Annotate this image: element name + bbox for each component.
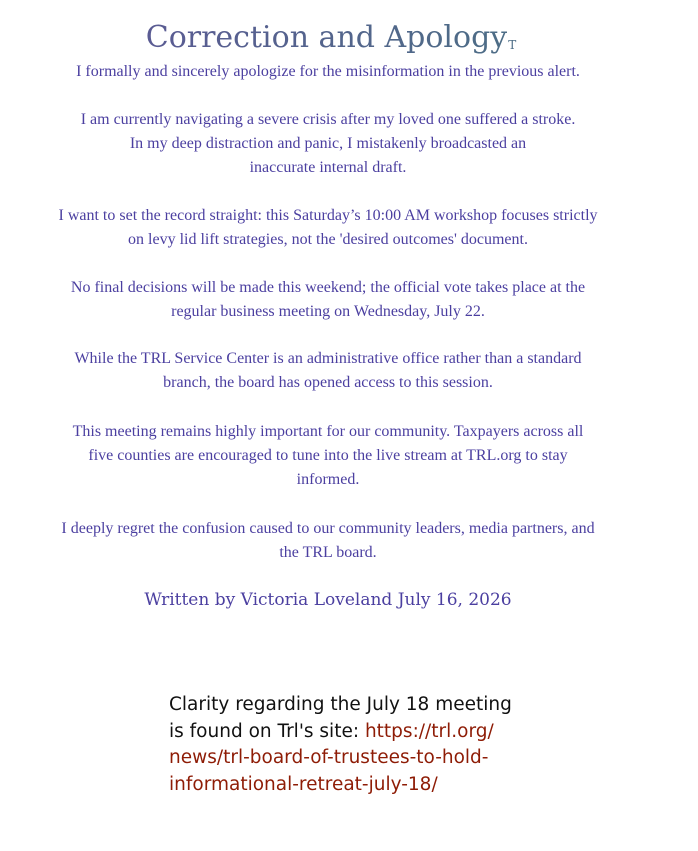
- title-mark: T: [508, 38, 517, 52]
- paragraph-line: I deeply regret the confusion caused to our community leaders, media partners, and: [61, 520, 595, 537]
- paragraph-line: regular business meeting on Wednesday, July 22.: [171, 303, 485, 320]
- paragraph-line: In my deep distraction and panic, I mistakenly broadcasted an: [129, 135, 527, 152]
- paragraph-line: This meeting remains highly important for our community. Taxpayers across all: [72, 423, 584, 440]
- paragraph-regret: [0, 517, 656, 565]
- trl-link-part[interactable]: news/trl-board-of-trustees-to-hold-: [169, 747, 489, 768]
- page-title: [0, 18, 662, 65]
- clarity-note: [169, 692, 529, 798]
- paragraph-line: on levy lid lift strategies, not the 'desired outcomes' document.: [128, 231, 528, 248]
- paragraph-line: the TRL board.: [279, 544, 377, 561]
- paragraph-line: No final decisions will be made this weekend; the official vote takes place at the: [70, 279, 586, 296]
- paragraph-decisions: [0, 276, 656, 324]
- title-text: Correction and Apology: [145, 20, 508, 55]
- trl-link-part[interactable]: https://trl.org/: [364, 720, 494, 742]
- paragraph-line: inaccurate internal draft.: [249, 159, 407, 176]
- note-line: Clarity regarding the July 18 meeting: [169, 694, 512, 715]
- paragraph-line: branch, the board has opened access to this session.: [163, 374, 493, 391]
- byline: Written by Victoria Loveland July 16, 2026: [144, 590, 512, 610]
- paragraph-line: informed.: [296, 471, 360, 488]
- paragraph-service-center: [0, 347, 656, 395]
- paragraph-line: I am currently navigating a severe crisis after my loved one suffered a stroke.: [80, 111, 576, 128]
- paragraph-record: [0, 204, 656, 252]
- paragraph-line: While the TRL Service Center is an administrative office rather than a standard: [74, 350, 582, 367]
- paragraph-crisis: [0, 108, 656, 180]
- note-line: [169, 745, 529, 772]
- paragraph-apology: [0, 60, 656, 84]
- paragraph-line: I formally and sincerely apologize for the misinformation in the previous alert.: [76, 63, 580, 80]
- paragraph-community: [0, 420, 656, 492]
- trl-link-part[interactable]: informational-retreat-july-18/: [169, 773, 438, 795]
- paragraph-line: five counties are encouraged to tune into the live stream at TRL.org to stay: [88, 447, 568, 464]
- note-line: [169, 719, 529, 746]
- note-line: [169, 772, 529, 799]
- paragraph-line: I want to set the record straight: this Saturday’s 10:00 AM workshop focuses strictly: [58, 207, 598, 224]
- note-prefix: is found on Trl's site:: [169, 720, 365, 742]
